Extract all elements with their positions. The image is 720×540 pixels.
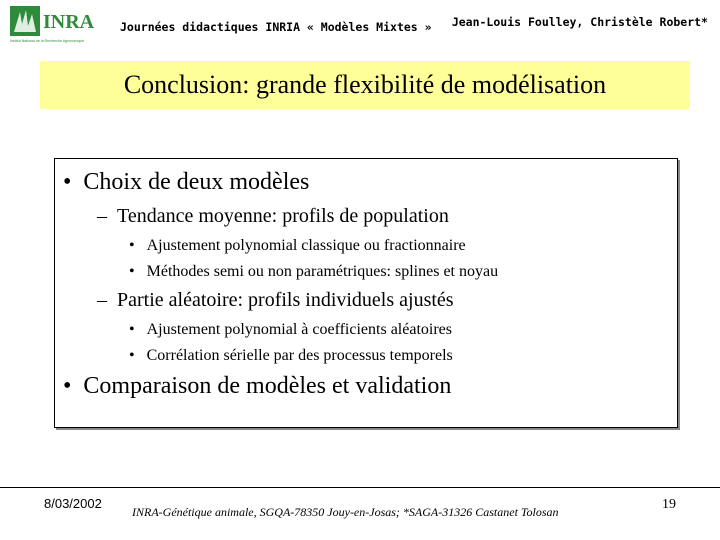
inra-logo (8, 4, 112, 44)
sub-item (97, 289, 454, 312)
bullet-text: Comparaison de modèles et validation (83, 373, 452, 399)
slide-title-banner (40, 61, 690, 109)
page-number: 19 (662, 497, 676, 512)
header-event-title: Journées didactiques INRIA « Modèles Mixtes » (120, 20, 432, 34)
dash-icon: – (97, 205, 107, 227)
bullet-item (63, 169, 309, 196)
footer-date: 8/03/2002 (44, 496, 102, 511)
dash-icon: – (97, 289, 107, 311)
subsub-item (129, 347, 453, 365)
subsub-item-text: Corrélation sérielle par des processus temporels (146, 347, 453, 364)
subsub-item-text: Ajustement polynomial à coefficients aléatoires (146, 321, 452, 338)
bullet-icon: • (63, 373, 72, 399)
sub-item (97, 205, 449, 228)
bullet-icon: • (129, 347, 135, 364)
bullet-icon: • (63, 169, 72, 195)
bullet-icon: • (129, 237, 135, 254)
subsub-item (129, 321, 452, 339)
bullet-icon: • (129, 263, 135, 280)
header-authors: Jean-Louis Foulley, Christèle Robert* (451, 15, 708, 29)
bullet-item (63, 373, 451, 400)
subsub-item-text: Ajustement polynomial classique ou fractionnaire (146, 237, 466, 254)
content-box (54, 158, 678, 428)
inra-logo-icon (8, 4, 112, 44)
subsub-item (129, 237, 466, 255)
subsub-item (129, 263, 498, 281)
bullet-icon: • (129, 321, 135, 338)
logo-subtext: Institut National de la Recherche Agronomique (10, 39, 85, 43)
footer-affiliation: INRA-Génétique animale, SGQA-78350 Jouy-en-Josas; *SAGA-31326 Castanet Tolosan (132, 505, 559, 519)
sub-item-text: Partie aléatoire: profils individuels ajustés (117, 289, 454, 311)
bullet-text: Choix de deux modèles (83, 169, 310, 195)
logo-text: INRA (43, 11, 95, 33)
footer-divider (0, 487, 720, 488)
sub-item-text: Tendance moyenne: profils de population (117, 205, 449, 227)
slide-title: Conclusion: grande flexibilité de modélisation (123, 70, 607, 99)
subsub-item-text: Méthodes semi ou non paramétriques: splines et noyau (146, 263, 499, 280)
